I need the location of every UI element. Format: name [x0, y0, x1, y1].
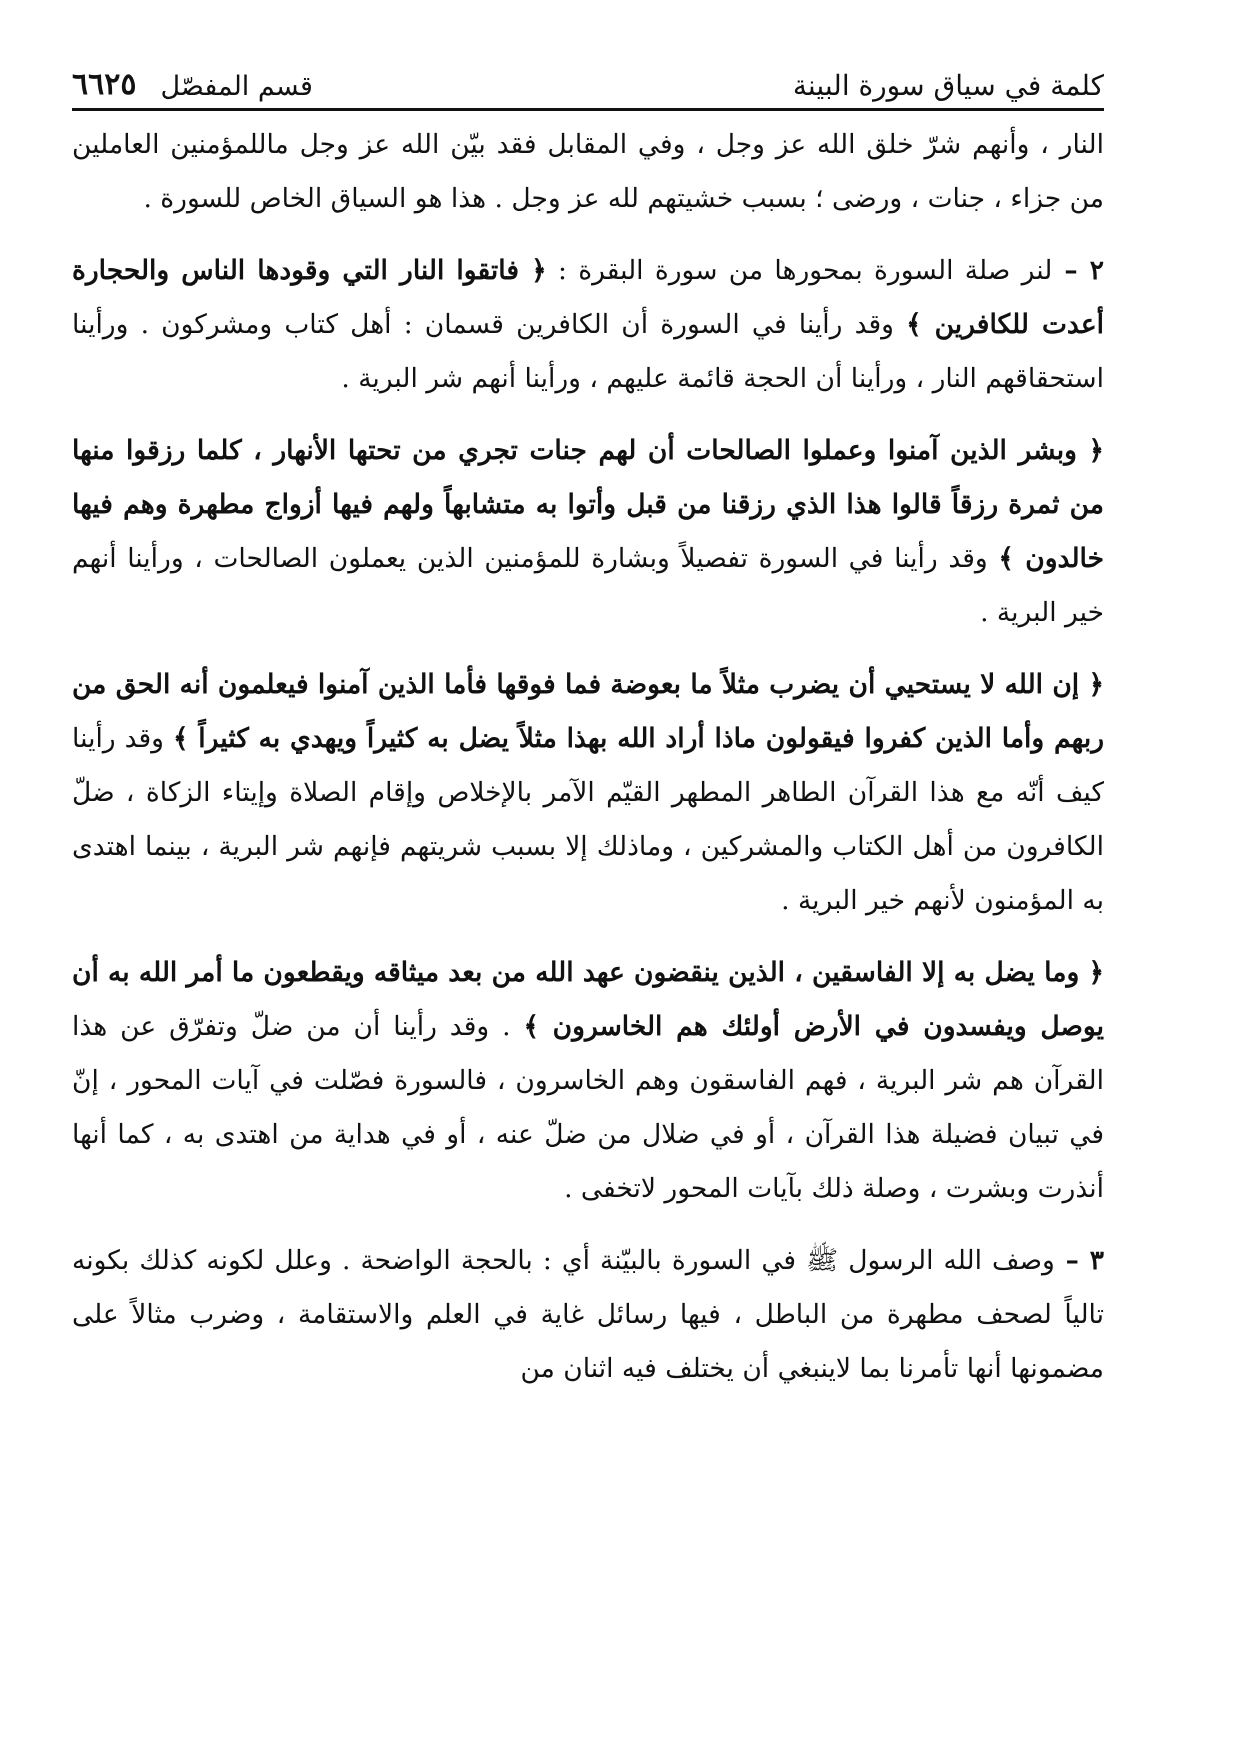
book-page: [72, 0, 1104, 1752]
plain-text: وقد رأينا كيف أنّه مع هذا القرآن الطاهر المطهر القيّم الآمر بالإخلاص وإقام الصلاة وإيتاء الزكاة ، ضلّ الكافرون من أهل الكتاب والمشركين ، وماذلك إلا بسبب شريتهم فإنهم شر البرية ، بينما اهتدى به المؤمنون لأنهم خير البرية .: [72, 723, 1104, 916]
paragraph-2: [72, 244, 1104, 406]
quran-quote: ﴿ وما يضل به إلا الفاسقين ، الذين ينقضون عهد الله من بعد ميثاقه ويقطعون ما أمر الله به أن يوصل ويفسدون في الأرض أولئك هم الخاسرون ﴾: [72, 957, 1104, 1042]
section-name: قسم المفصّل: [160, 71, 313, 102]
item-number: ٢ –: [1052, 255, 1104, 286]
paragraph-4: [72, 658, 1104, 928]
page-header: [72, 56, 1104, 111]
plain-text: وقد رأينا في السورة أن الكافرين قسمان : أهل كتاب ومشركون . ورأينا استحقاقهم النار ، ورأينا أن الحجة قائمة عليهم ، ورأينا أنهم شر البرية .: [72, 309, 1104, 394]
plain-text: النار ، وأنهم شرّ خلق الله عز وجل ، وفي المقابل فقد بيّن الله عز وجل ماللمؤمنين العاملين من جزاء ، جنات ، ورضى ؛ بسبب خشيتهم لله عز وجل . هذا هو السياق الخاص للسورة .: [72, 129, 1104, 214]
header-left-group: [72, 67, 313, 102]
page-number: ٦٦٢٥: [72, 67, 137, 102]
running-title: كلمة في سياق سورة البينة: [792, 69, 1104, 102]
quran-quote: ﴿ فاتقوا النار التي وقودها الناس والحجارة أعدت للكافرين ﴾: [72, 255, 1104, 340]
paragraph-3: [72, 424, 1104, 640]
paragraph-5: [72, 946, 1104, 1216]
plain-text: . وقد رأينا أن من ضلّ وتفرّق عن هذا القرآن هم شر البرية ، فهم الفاسقون وهم الخاسرون ، فالسورة فصّلت في آيات المحور ، إنّ في تبيان فضيلة هذا القرآن ، أو في ضلال من ضلّ عنه ، أو في هداية من اهتدى به ، كما أنها أنذرت وبشرت ، وصلة ذلك بآيات المحور لاتخفى .: [72, 1011, 1104, 1204]
paragraph-1: [72, 118, 1104, 226]
plain-text: لنر صلة السورة بمحورها من سورة البقرة :: [546, 255, 1053, 286]
quran-quote: ﴿ وبشر الذين آمنوا وعملوا الصالحات أن لهم جنات تجري من تحتها الأنهار ، كلما رزقوا منها من ثمرة رزقاً قالوا هذا الذي رزقنا من قبل وأتوا به متشابهاً ولهم فيها أزواج مطهرة وهم فيها خالدون ﴾: [72, 435, 1104, 574]
paragraph-6: [72, 1234, 1104, 1396]
quran-quote: ﴿ إن الله لا يستحيي أن يضرب مثلاً ما بعوضة فما فوقها فأما الذين آمنوا فيعلمون أنه الحق من ربهم وأما الذين كفروا فيقولون ماذا أراد الله بهذا مثلاً يضل به كثيراً ويهدي به كثيراً ﴾: [72, 669, 1104, 754]
plain-text: وصف الله الرسول ﷺ في السورة بالبيّنة أي : بالحجة الواضحة . وعلل لكونه كذلك بكونه تالياً لصحف مطهرة من الباطل ، فيها رسائل غاية في العلم والاستقامة ، وضرب مثالاً على مضمونها أنها تأمرنا بما لاينبغي أن يختلف فيه اثنان من: [72, 1245, 1104, 1384]
plain-text: وقد رأينا في السورة تفصيلاً وبشارة للمؤمنين الذين يعملون الصالحات ، ورأينا أنهم خير البرية .: [72, 543, 1104, 628]
page-body: [72, 118, 1104, 1414]
item-number: ٣ –: [1054, 1245, 1105, 1276]
